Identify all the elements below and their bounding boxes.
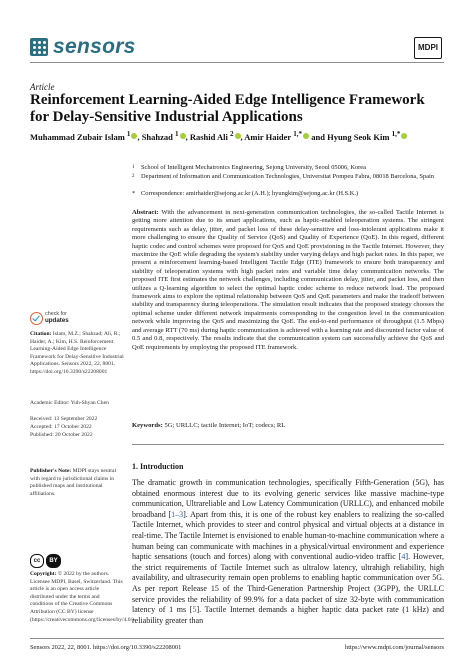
author-name: Shahzad	[141, 131, 173, 142]
abstract-divider	[132, 444, 444, 445]
publisher-note: Publisher's Note: MDPI stays neutral with regard to jurisdictional claims in published maps and institutional affiliations.	[30, 468, 117, 497]
author-name: Hyung Seok Kim	[327, 131, 390, 142]
cc-by-license-icon[interactable]: cc BY	[30, 554, 61, 568]
received-date: Received: 13 September 2022	[30, 416, 98, 422]
publisher-logo[interactable]: MDPI	[414, 37, 442, 59]
article-type: Article	[30, 82, 55, 92]
journal-logo-icon	[30, 38, 48, 56]
orcid-icon	[235, 133, 241, 139]
reference-link[interactable]: 4	[401, 552, 406, 562]
introduction-paragraph: The dramatic growth in communication technologies, specifically Fifth-Generation (5G), has obtained enormous interest due to its evolving generic services like massive machine-type communication, Ultrareliable and Low Latency Communication (URLLC), and enhanced mobile broadband [1–3]. Apart from this, it is one of the robust key enablers to realizing the so-called Tactile Internet, which provides to steer and control physical and virtual objects at a distance in real-time. The Tactile Internet is envisioned to enable human-to-machine communication where a human being can communicate with machines in a physical/virtual environment and experience haptic sensations (touch and forces) along with conventional audio-video traffic [4]. However, the strict requirements of Tactile Internet such as ultralow latency, ultrahigh reliability, high availability, and ultrasecurity remain open problems to enabling haptic communication over 5G. As per report Release 15 of the Third-Generation Partnership Project (3GPP), the URLLC service provides the reliability of 99.9% for a data packet of size 32-byte with communication latency of 1 ms [5]. Tactile Internet demands a higher haptic data packet rate (1 kHz) and reliability greater than	[132, 478, 445, 625]
journal-name[interactable]: sensors	[53, 35, 136, 58]
author-name: Rashid Ali	[189, 131, 228, 142]
section-heading: 1. Introduction	[132, 462, 184, 471]
affiliation-1: 1 School of Intelligent Mechatronics Engineering, Sejong University, Seoul 05006, Korea	[132, 164, 366, 171]
orcid-icon	[401, 133, 407, 139]
page-footer	[30, 644, 444, 651]
check-for-updates-icon[interactable]	[30, 312, 43, 325]
accepted-date: Accepted: 17 October 2022	[30, 424, 92, 430]
correspondence: * Correspondence: amirhaider@sejong.ac.kr (A.H.); hyungkim@sejong.ac.kr (H.S.K.)	[132, 190, 359, 197]
reference-link[interactable]: 5	[192, 605, 197, 615]
check-for-updates-label[interactable]: check for updates	[45, 311, 69, 324]
published-date: Published: 20 October 2022	[30, 432, 93, 438]
affiliation-2: 2 Department of Information and Communication Technologies, Universitat Pompeu Fabra, 08018 Barcelona, Spain	[132, 173, 434, 180]
keywords: Keywords: 5G; URLLC; tactile Internet; IoT; codecs; RL	[132, 422, 286, 429]
abstract: Abstract: With the advancement in next-generation communication technologies, the so-called Tactile Internet is getting more attention due to its smart applications, such as haptic-enabled teleoperation systems. The stringent requirements such as delay, jitter, and packet loss of these delay-sensitive and loss-intolerant applications make it more challenging to ensure the Quality of Service (QoS) and Quality of Experience (QoE). In this regard, different haptic codec and control schemes were proposed for QoS and QoE provisioning in the Tactile Internet. However, they maximize the QoE while degrading the system's stability under varying delays and high packet rates. In this paper, we present a reinforcement learning-based Intelligent Tactile Edge (ITE) framework to ensure both transparency and stability of teleoperation systems with high packet rates and variable time delay communication networks. The proposed ITE first estimates the network challenges, including communication delay, jitter, and packet loss, and then utilizes a Q-learning algorithm to select the optimal haptic codec scheme to reduce network load. The proposed framework aims to explore the optimal relationship between QoS and QoE parameters and make the tradeoff between stability and transparency during teleoperations. The simulation result indicates that the proposed strategy chooses the optimal scheme under different network impairments corresponding to the congestion level in the communication network while improving the QoS and maximizing the QoE. The end-to-end performance of throughput (1.5 Mbps) and average RTT (70 ms) during haptic communication is achieved with a learning rate and discounted factor value of 0.5 and 0.8, respectively. The results indicate that the communication system can successfully achieve the QoS and QoE requirements by employing the proposed ITE framework.	[132, 209, 444, 351]
author-list: Muhammad Zubair Islam $^1$ , Shahzad $^1$ , Rashid Ali $^2$ , Amir Haider $^{1,*}$ and Hyung Seok Kim $^{1,*}$	[30, 130, 444, 142]
footer-journal-link[interactable]: https://www.mdpi.com/journal/sensors	[345, 644, 444, 651]
academic-editor: Academic Editor: Yuh-Shyan Chen	[30, 400, 109, 406]
orcid-icon	[131, 133, 137, 139]
header-divider	[30, 62, 444, 63]
copyright-notice: Copyright: © 2022 by the authors. Licensee MDPI, Basel, Switzerland. This article is an open access article distributed under the terms and conditions of the Creative Commons Attribution (CC BY) license (https://creativecommons.org/licenses/by/4.0/).	[30, 571, 136, 623]
footer-divider	[30, 638, 444, 639]
citation: Citation: Islam, M.Z.; Shahzad; Ali, R.; Haider, A.; Kim, H.S. Reinforcement Learning-Aided Edge Intelligence Framework for Delay-Sensitive Industrial Applications. Sensors 2022, 22, 8001. https://doi.org/10.3390/s22208001	[30, 331, 124, 375]
author-name: Muhammad Zubair Islam	[30, 131, 125, 142]
reference-link[interactable]: 1–3	[171, 509, 184, 519]
footer-citation[interactable]: Sensors 2022, 22, 8001. https://doi.org/10.3390/s22208001	[30, 644, 182, 651]
article-title: Reinforcement Learning-Aided Edge Intelligence Framework for Delay-Sensitive Industrial Applications	[30, 92, 425, 125]
author-name: Amir Haider	[244, 131, 292, 142]
orcid-icon	[180, 133, 186, 139]
orcid-icon	[303, 133, 309, 139]
